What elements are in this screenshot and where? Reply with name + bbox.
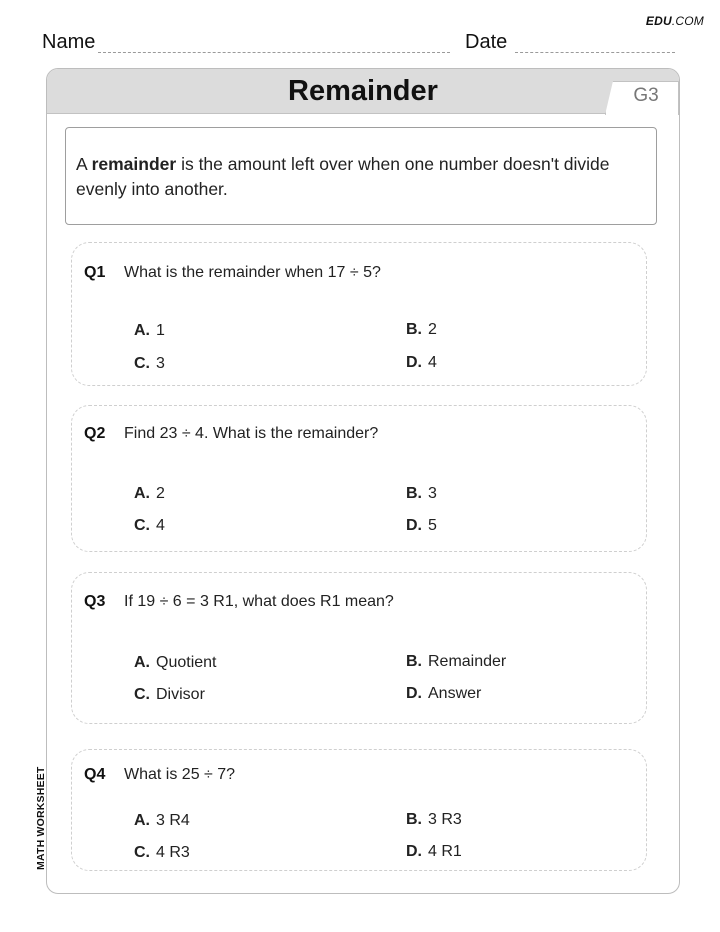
page-title: Remainder [288, 75, 438, 107]
question-card-2 [71, 405, 647, 552]
worksheet-frame [46, 68, 680, 894]
title-bar [47, 69, 679, 114]
name-label: Name [42, 31, 96, 53]
question-number: Q2 [84, 425, 106, 442]
date-label: Date [465, 31, 508, 53]
option-d[interactable]: D. 4 R1 [406, 843, 462, 860]
question-card-1 [71, 242, 647, 386]
option-c[interactable]: C. 4 [134, 517, 165, 534]
option-d[interactable]: D. 5 [406, 517, 437, 534]
name-field[interactable] [98, 52, 450, 53]
question-text: If 19 ÷ 6 = 3 R1, what does R1 mean? [124, 593, 394, 610]
definition-term: remainder [91, 154, 177, 174]
brand-logo: EDU.COM [645, 14, 704, 28]
option-a[interactable]: A. 1 [134, 322, 165, 339]
option-b[interactable]: B. Remainder [406, 653, 507, 670]
question-text: What is 25 ÷ 7? [124, 766, 236, 783]
question-text: What is the remainder when 17 ÷ 5? [124, 264, 381, 281]
option-b[interactable]: B. 3 R3 [406, 811, 462, 828]
question-text: Find 23 ÷ 4. What is the remainder? [124, 425, 379, 442]
question-number: Q1 [84, 264, 106, 281]
question-number: Q4 [84, 766, 106, 783]
definition-text: A remainder is the amount left over when one number doesn't divide evenly into another. [76, 154, 610, 199]
grade-label: G3 [633, 85, 659, 106]
question-number: Q3 [84, 593, 106, 610]
option-a[interactable]: A. 3 R4 [134, 812, 190, 829]
side-label: MATH WORKSHEET [35, 766, 47, 870]
question-card-3 [71, 572, 647, 724]
question-card-4 [71, 749, 647, 871]
option-d[interactable]: D. 4 [406, 354, 437, 371]
option-b[interactable]: B. 2 [406, 321, 437, 338]
option-c[interactable]: C. 3 [134, 355, 165, 372]
option-c[interactable]: C. 4 R3 [134, 844, 190, 861]
option-d[interactable]: D. Answer [406, 685, 482, 702]
option-c[interactable]: C. Divisor [134, 686, 205, 703]
definition-box [65, 127, 657, 225]
option-b[interactable]: B. 3 [406, 485, 437, 502]
option-a[interactable]: A. Quotient [134, 654, 217, 671]
date-field[interactable] [515, 52, 675, 53]
option-a[interactable]: A. 2 [134, 485, 165, 502]
